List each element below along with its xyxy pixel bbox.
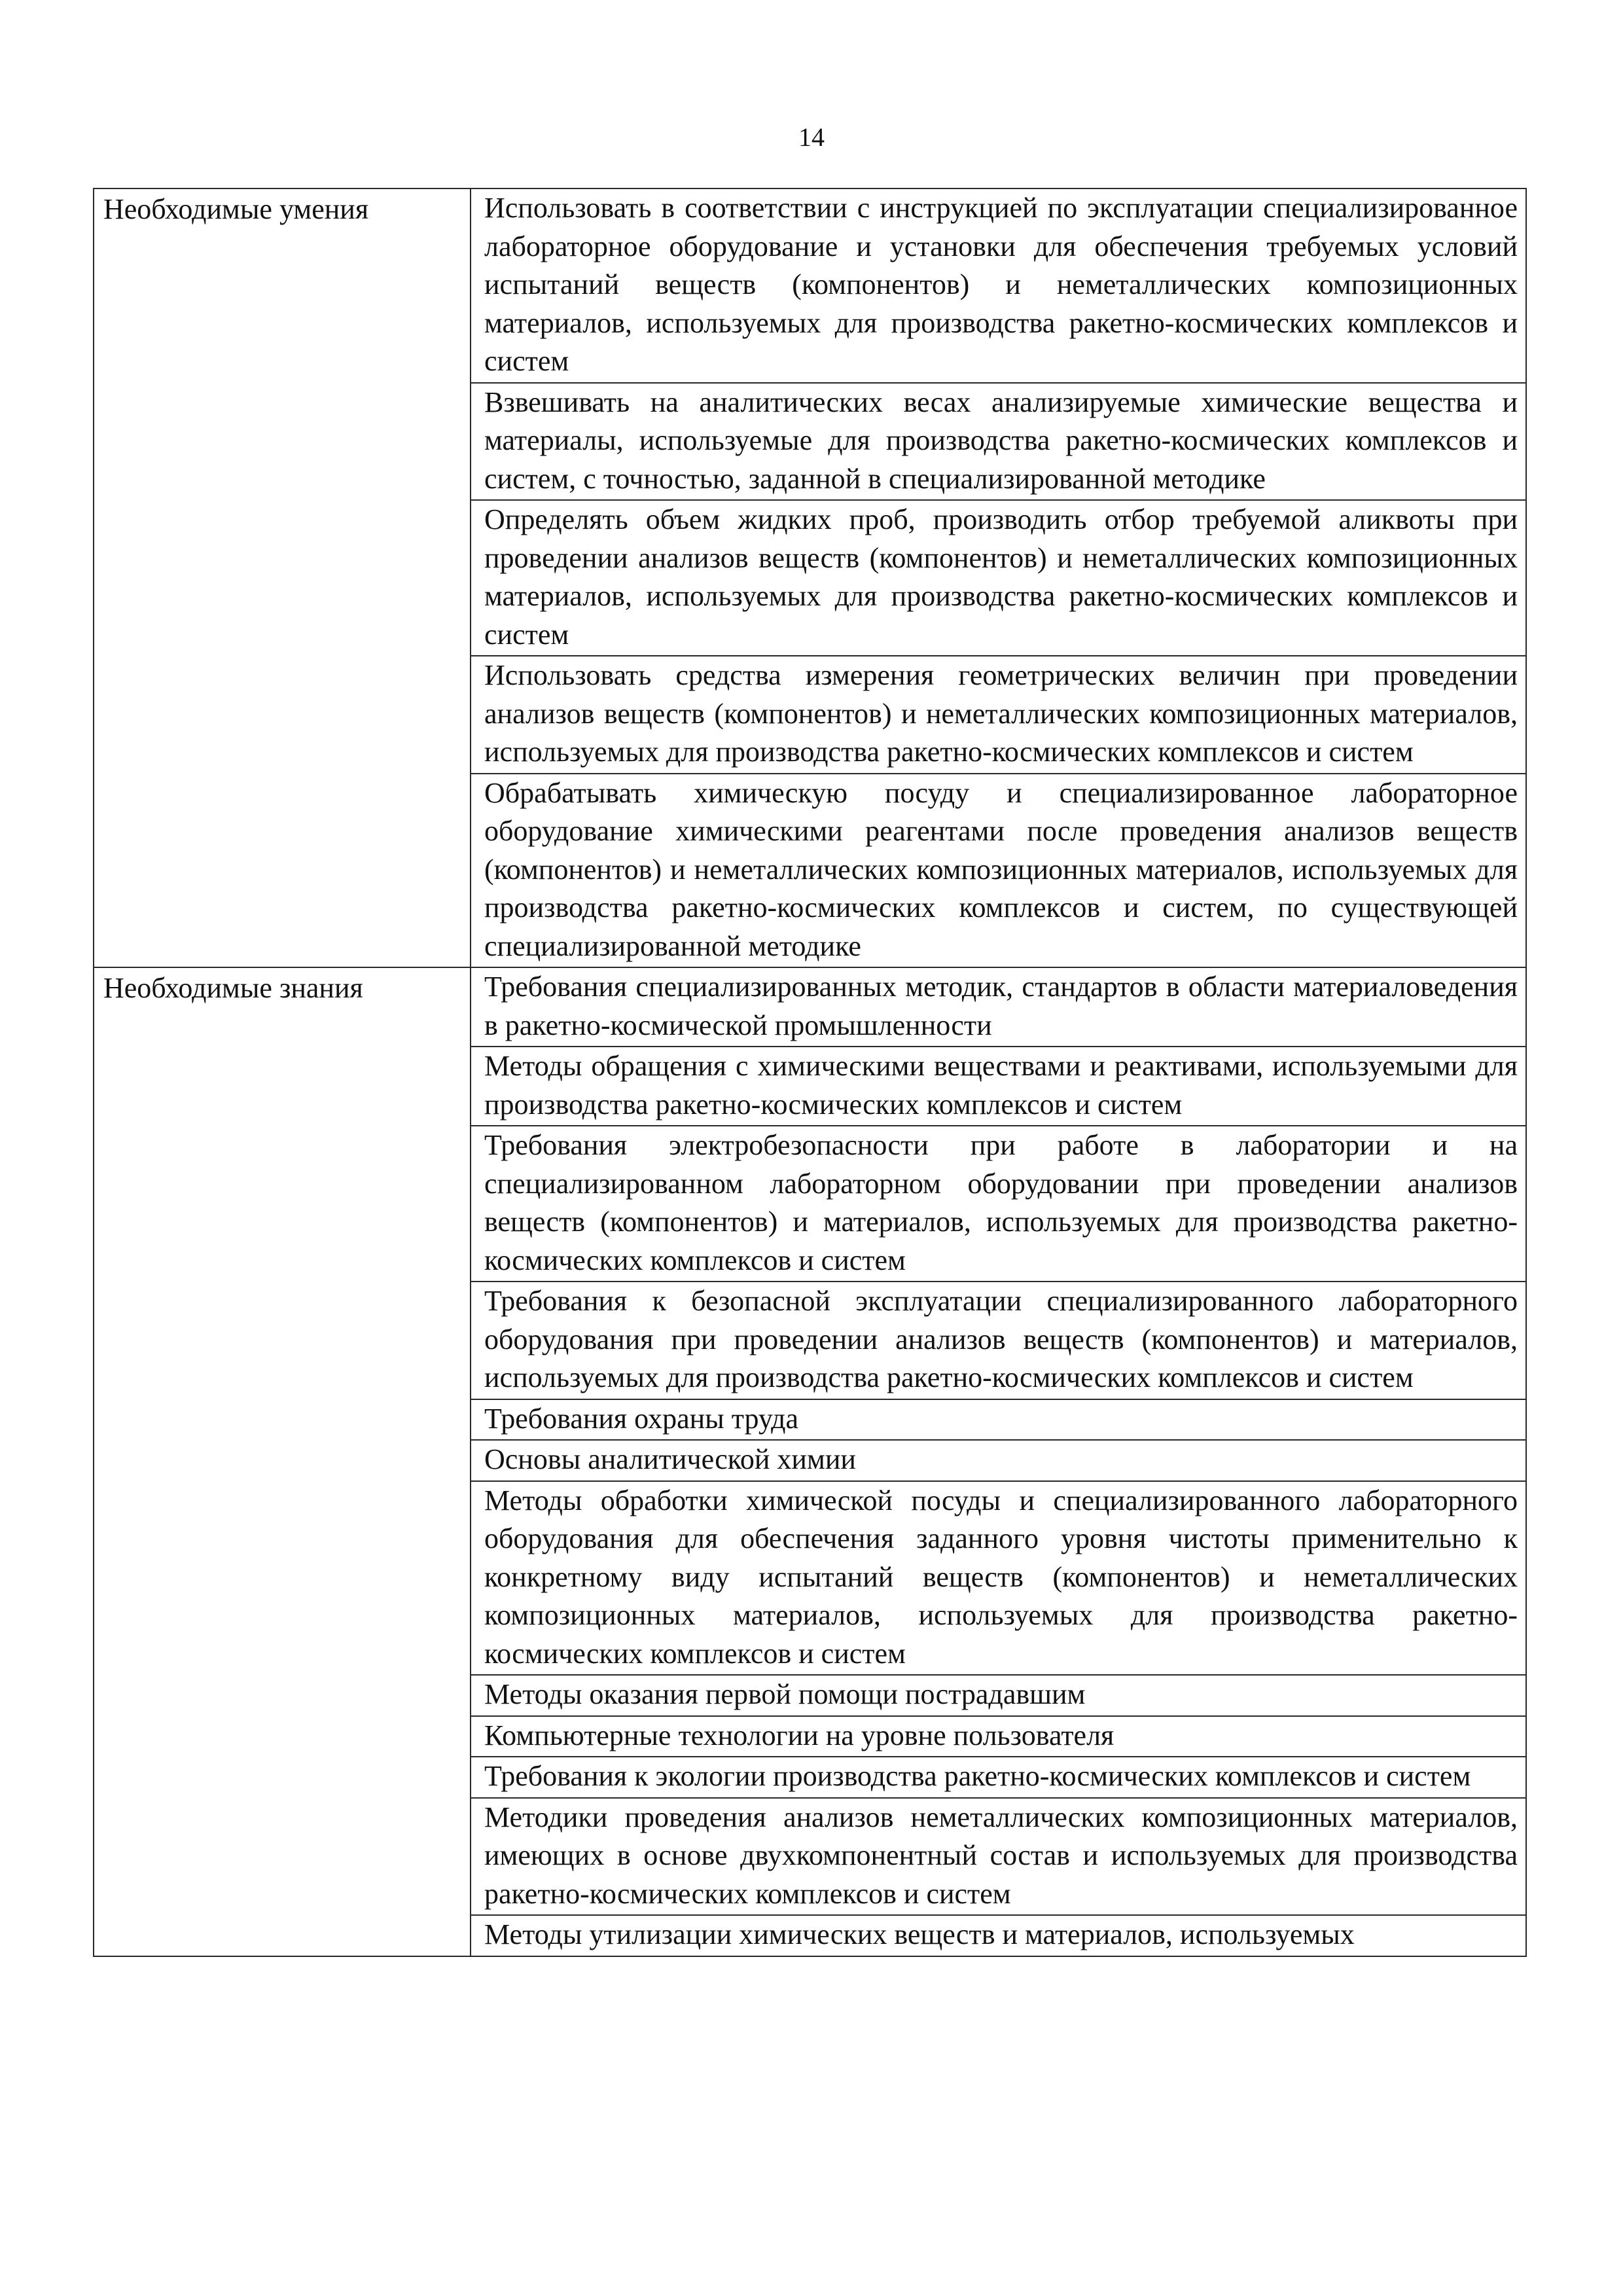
knowledge-item: Требования специализированных методик, стандартов в области материаловедения в ракетно-космической промышленности: [471, 967, 1526, 1047]
skill-item: Определять объем жидких проб, производить отбор требуемой аликвоты при проведении анализов веществ (компонентов) и неметаллических композиционных материалов, используемых для производства ракетно-космических комплексов и систем: [471, 500, 1526, 656]
skill-item: Использовать в соответствии с инструкцией по эксплуатации специализированное лабораторное оборудование и установки для обеспечения требуемых условий испытаний веществ (компонентов) и неметаллических композиционных материалов, используемых для производства ракетно-космических комплексов и систем: [471, 188, 1526, 383]
knowledge-item: Требования охраны труда: [471, 1399, 1526, 1441]
knowledge-item: Требования к экологии производства ракетно-космических комплексов и систем: [471, 1757, 1526, 1798]
table-row: [94, 967, 1526, 1047]
knowledge-label: Необходимые знания: [94, 967, 471, 1956]
skill-item: Обрабатывать химическую посуду и специализированное лабораторное оборудование химическими реагентами после проведения анализов веществ (компонентов) и неметаллических композиционных материалов, используемых для производства ракетно-космических комплексов и систем, по существующей специализированной методике: [471, 774, 1526, 968]
knowledge-item: Основы аналитической химии: [471, 1440, 1526, 1481]
skills-label: Необходимые умения: [94, 188, 471, 967]
knowledge-item: Методы оказания первой помощи пострадавшим: [471, 1675, 1526, 1716]
table-row: [94, 188, 1526, 383]
knowledge-item: Методы обработки химической посуды и специализированного лабораторного оборудования для обеспечения заданного уровня чистоты применительно к конкретному виду испытаний веществ (компонентов) и неметаллических композиционных материалов, используемых для производства ракетно-космических комплексов и систем: [471, 1481, 1526, 1676]
knowledge-item: Методы обращения с химическими веществами и реактивами, используемыми для производства ракетно-космических комплексов и систем: [471, 1047, 1526, 1126]
knowledge-item: Методики проведения анализов неметаллических композиционных материалов, имеющих в основе двухкомпонентный состав и используемых для производства ракетно-космических комплексов и систем: [471, 1798, 1526, 1916]
knowledge-item: Требования электробезопасности при работе в лаборатории и на специализированном лабораторном оборудовании при проведении анализов веществ (компонентов) и материалов, используемых для производства ракетно-космических комплексов и систем: [471, 1126, 1526, 1282]
knowledge-item: Компьютерные технологии на уровне пользователя: [471, 1716, 1526, 1757]
requirements-table: [93, 188, 1527, 1957]
skill-item: Использовать средства измерения геометрических величин при проведении анализов веществ (компонентов) и неметаллических композиционных материалов, используемых для производства ракетно-космических комплексов и систем: [471, 656, 1526, 774]
skill-item: Взвешивать на аналитических весах анализируемые химические вещества и материалы, используемые для производства ракетно-космических комплексов и систем, с точностью, заданной в специализированной методике: [471, 383, 1526, 501]
knowledge-item: Методы утилизации химических веществ и материалов, используемых: [471, 1915, 1526, 1956]
knowledge-item: Требования к безопасной эксплуатации специализированного лабораторного оборудования при проведении анализов веществ (компонентов) и материалов, используемых для производства ракетно-космических комплексов и систем: [471, 1282, 1526, 1399]
page-number: 14: [798, 122, 825, 152]
